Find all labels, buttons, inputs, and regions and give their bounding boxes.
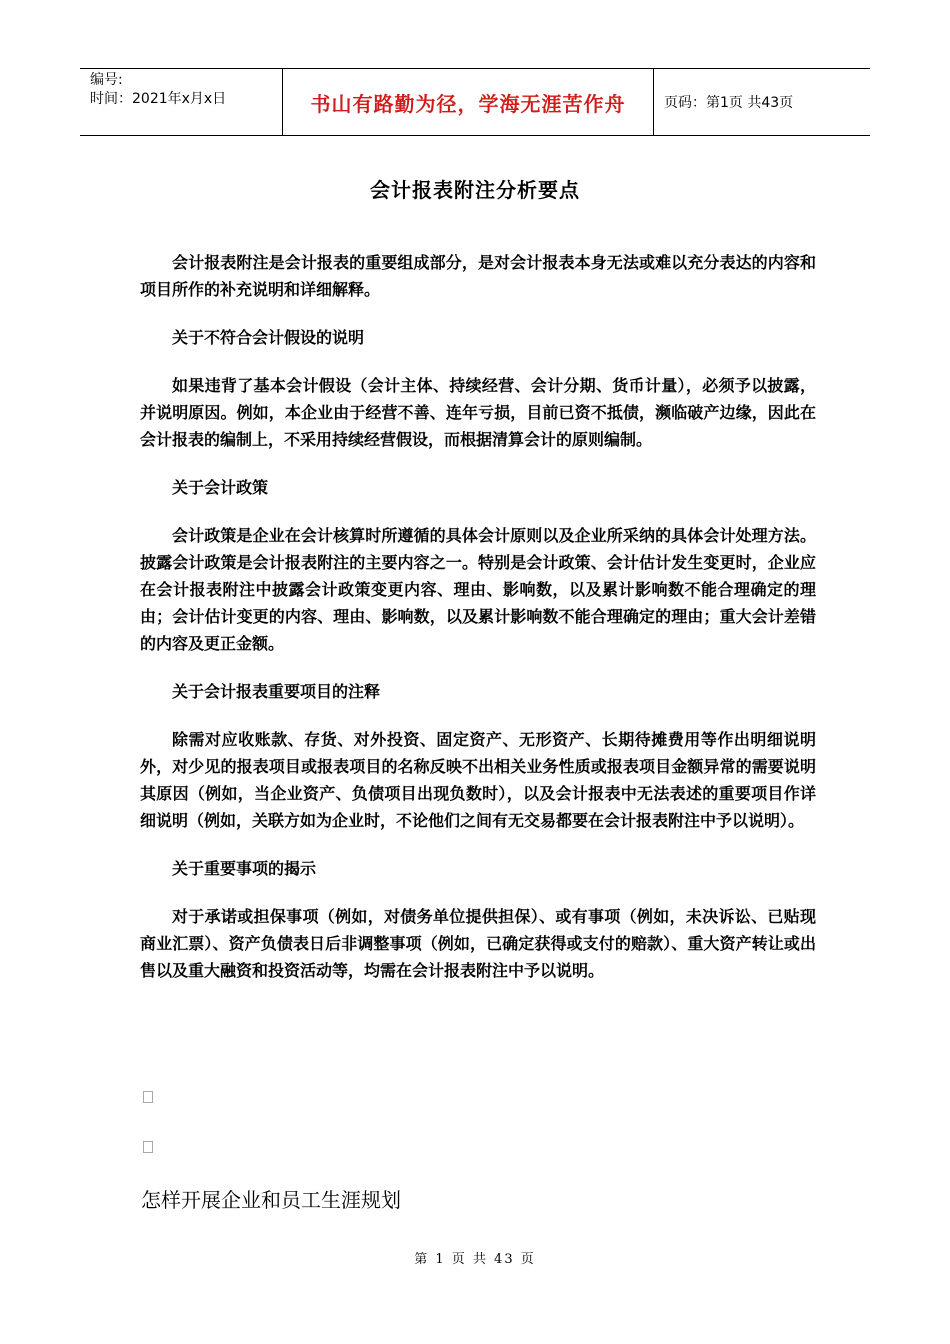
section-heading: 关于会计报表重要项目的注释 xyxy=(172,682,381,701)
document-number-label: 编号: xyxy=(90,72,123,88)
document-body xyxy=(140,249,816,984)
section-heading: 关于重要事项的揭示 xyxy=(172,859,317,878)
header-page-info: 页码：第1页 共43页 xyxy=(664,95,794,111)
document-time-label: 时间：2021年x月x日 xyxy=(90,91,227,107)
body-paragraph: 会计政策是企业在会计核算时所遵循的具体会计原则以及企业所采纳的具体会计处理方法。披露会计政策是会计报表附注的主要内容之一。特别是会计政策、会计估计发生变更时，企业应在会计报表附注中披露会计政策变更内容、理由、影响数，以及累计影响数不能合理确定的理由；会计估计变更的内容、理由、影响数，以及累计影响数不能合理确定的理由；重大会计差错的内容及更正金额。 xyxy=(140,526,816,653)
intro-paragraph: 会计报表附注是会计报表的重要组成部分，是对会计报表本身无法或难以充分表达的内容和项目所作的补充说明和详细解释。 xyxy=(140,253,816,299)
body-paragraph: 对于承诺或担保事项（例如，对债务单位提供担保）、或有事项（例如，未决诉讼、已贴现商业汇票）、资产负债表日后非调整事项（例如，已确定获得或支付的赔款）、重大资产转让或出售以及重大融资和投资活动等，均需在会计报表附注中予以说明。 xyxy=(140,907,816,980)
body-paragraph: 如果违背了基本会计假设（会计主体、持续经营、会计分期、货币计量），必须予以披露，并说明原因。例如，本企业由于经营不善、连年亏损，目前已资不抵债，濒临破产边缘，因此在会计报表的编制上，不采用持续经营假设，而根据清算会计的原则编制。 xyxy=(140,376,816,449)
document-title: 会计报表附注分析要点 xyxy=(370,178,580,202)
body-paragraph: 除需对应收账款、存货、对外投资、固定资产、无形资产、长期待摊费用等作出明细说明外，对少见的报表项目或报表项目的名称反映不出相关业务性质或报表项目金额异常的需要说明其原因（例如，当企业资产、负债项目出现负数时），以及会计报表中无法表述的重要项目作详细说明（例如，关联方如为企业时，不论他们之间有无交易都要在会计报表附注中予以说明）。 xyxy=(140,730,816,830)
header-slogan: 书山有路勤为径，学海无涯苦作舟 xyxy=(282,69,654,135)
page-header xyxy=(80,68,870,136)
empty-checkbox-icon xyxy=(143,1141,153,1153)
next-article-title: 怎样开展企业和员工生涯规划 xyxy=(141,1188,401,1212)
header-meta xyxy=(80,69,282,135)
section-heading: 关于会计政策 xyxy=(172,478,269,497)
empty-checkbox-icon xyxy=(143,1091,153,1103)
page-footer: 第 1 页 共 43 页 xyxy=(414,1252,536,1267)
section-heading: 关于不符合会计假设的说明 xyxy=(172,328,365,347)
